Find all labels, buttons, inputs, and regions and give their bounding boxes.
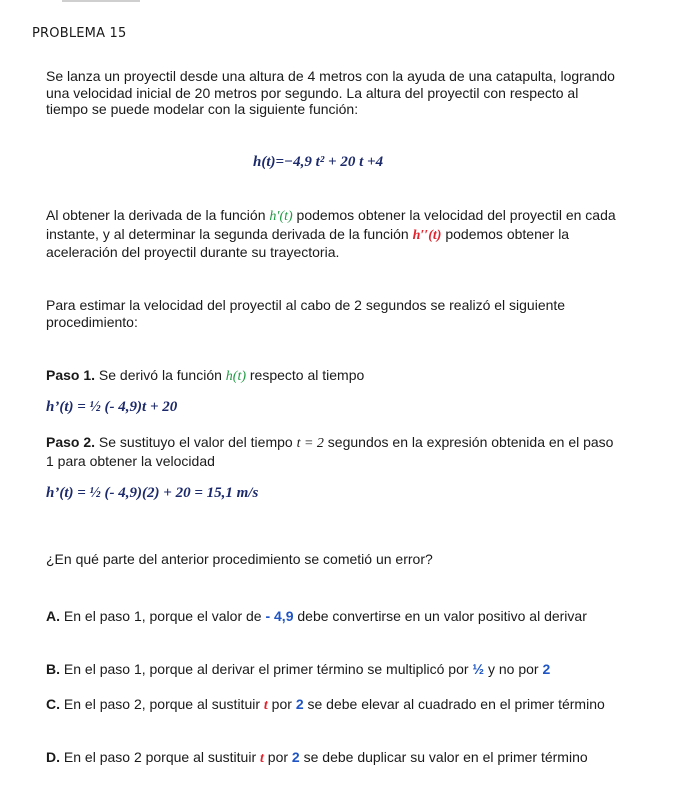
estimate-paragraph: Para estimar la velocidad del proyectil al cabo de 2 segundos se realizó el siguiente procedimiento:	[46, 297, 566, 330]
intro-paragraph: Se lanza un proyectil desde una altura de 4 metros con la ayuda de una catapulta, logrando una velocidad inicial de 20 metros por segundo. La altura del proyectil con respecto al tiempo se puede modelar con la siguiente función:	[46, 68, 615, 117]
paso2-t-eq: t = 2	[296, 436, 324, 451]
question: ¿En qué parte del anterior procedimiento se cometió un error?	[46, 551, 433, 567]
option-a[interactable]: A. En el paso 1, porque el valor de - 4,9 debe convertirse en un valor positivo al derivar	[46, 608, 587, 624]
h-prime-term: h′(t)	[269, 209, 293, 224]
option-d-letter: D.	[46, 749, 60, 765]
option-d[interactable]: D. En el paso 2 porque al sustituir t por 2 se debe duplicar su valor en el primer término	[46, 749, 588, 766]
paso2-formula: h’(t) = ½ (- 4,9)(2) + 20 = 15,1 m/s	[46, 485, 259, 501]
option-a-letter: A.	[46, 608, 60, 624]
h-double-prime-term: h′′(t)	[412, 227, 442, 243]
option-c[interactable]: C. En el paso 2, porque al sustituir t por 2 se debe elevar al cuadrado en el primer término	[46, 696, 605, 713]
paso1-formula: h’(t) = ½ (- 4,9)t + 20	[46, 399, 178, 415]
main-formula: h(t)=−4,9 t² + 20 t +4	[253, 154, 384, 170]
paso1-label: Paso 1.	[46, 367, 96, 383]
paso1-func: h(t)	[225, 369, 246, 384]
option-b-letter: B.	[46, 661, 60, 677]
top-divider	[62, 0, 140, 2]
paso2-label: Paso 2.	[46, 434, 96, 450]
option-b[interactable]: B. En el paso 1, porque al derivar el primer término se multiplicó por ½ y no por 2	[46, 661, 551, 677]
paso2-text: Paso 2. Se sustituyo el valor del tiempo t = 2 segundos en la expresión obtenida en el paso 1 para obtener la velocidad	[46, 434, 614, 469]
derivative-paragraph: Al obtener la derivada de la función h′(t) podemos obtener la velocidad del proyectil en cada instante, y al determinar la segunda derivada de la función h′′(t) podemos obtener la aceleración del proyectil durante su trayectoria.	[46, 207, 616, 260]
option-c-letter: C.	[46, 696, 60, 712]
paso1-text: Paso 1. Se derivó la función h(t) respecto al tiempo	[46, 367, 365, 384]
problem-title: PROBLEMA 15	[32, 26, 127, 41]
